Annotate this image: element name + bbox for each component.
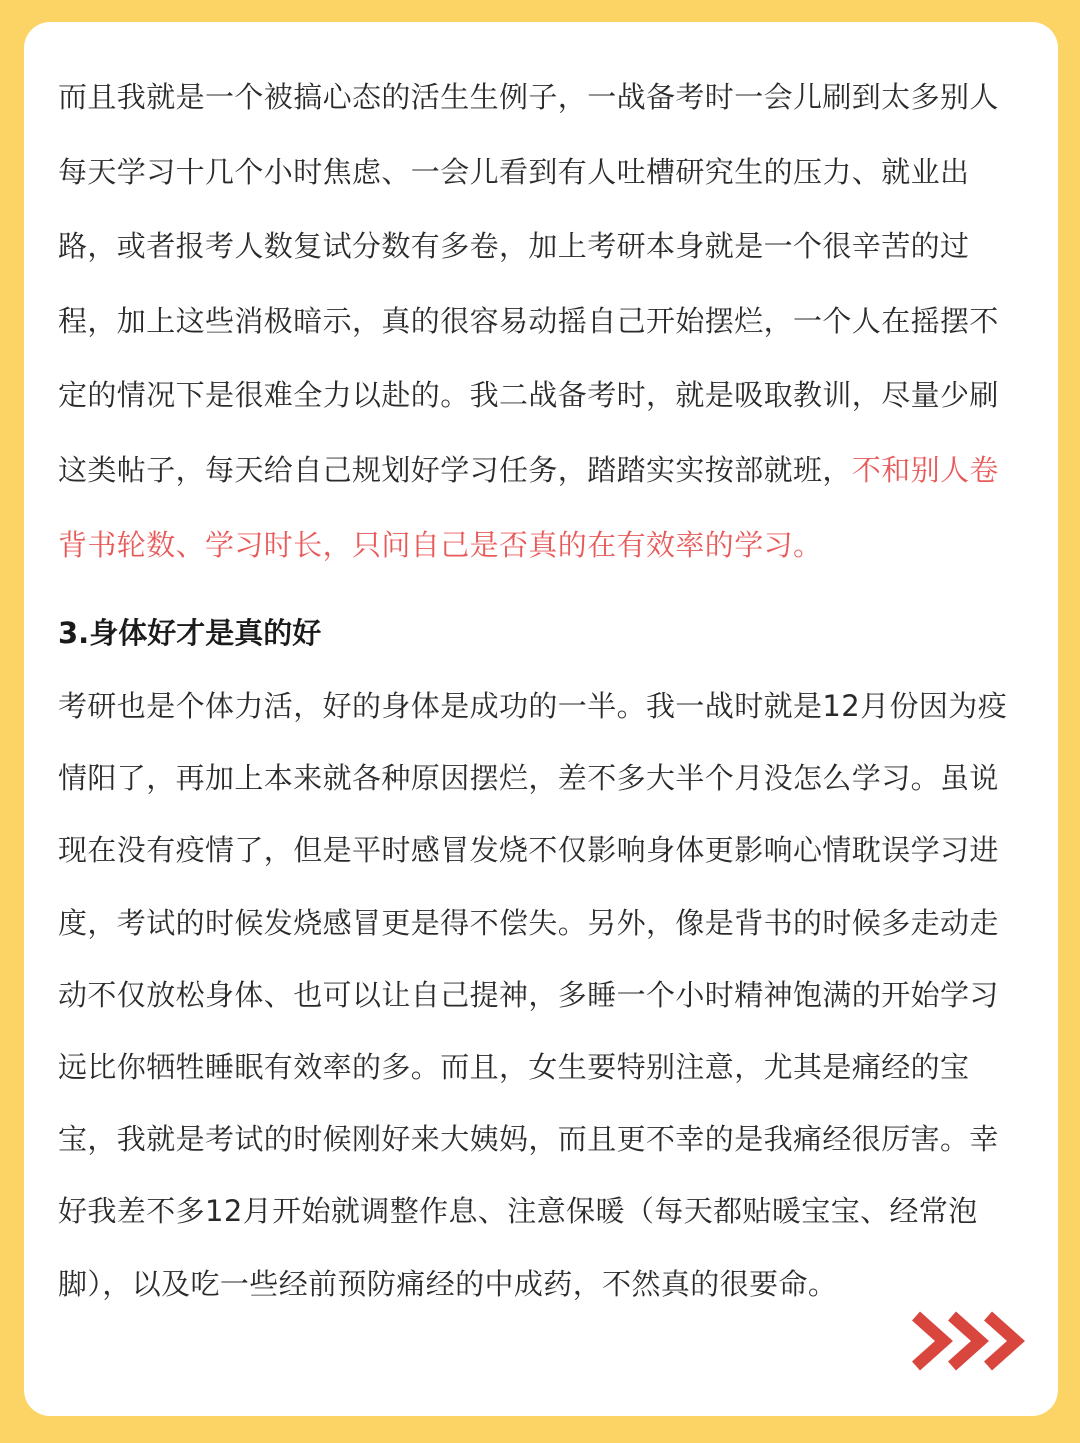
- paragraph-health: 考研也是个体力活，好的身体是成功的一半。我一战时就是12月份因为疫 情阳了，再加上本来就各种原因摆烂，差不多大半个月没怎么学习。虽说 现在没有疫情了，但是平时感冒发烧不仅影响身体更影响心情耽误学习进 度，考试的时候发烧感冒更是得不偿失。另外，像是背书的时候多走动走 动不仅放松身体、也可以让自己提神，多睡一个小时精神饱满的开始学习 远比你牺牲睡眠有效率的多。而且，女生要特别注意，尤其是痛经的宝 宝，我就是考试的时候刚好来大姨妈，而且更不幸的是我痛经很厉害。幸 好我差不多12月开始就调整作息、注意保暖（每天都贴暖宝宝、经常泡 脚），以及吃一些经前预防痛经的中成药，不然真的很要命。: [58, 689, 1008, 1301]
- paragraph-mindset: [58, 60, 1038, 582]
- chevron-right-icon: [952, 1316, 980, 1366]
- chevron-right-icon: [916, 1316, 944, 1366]
- triple-chevron-right-icon: [910, 1308, 1032, 1374]
- paragraph-mindset-text: 而且我就是一个被搞心态的活生生例子，一战备考时一会儿刷到太多别人 每天学习十几个小时焦虑、一会儿看到有人吐槽研究生的压力、就业出 路，或者报考人数复试分数有多卷，加上考研本身就是一个很辛苦的过 程，加上这些消极暗示，真的很容易动摇自己开始摆烂，一个人在摇摆不 定的情况下是很难全力以赴的。我二战备考时，就是吸取教训，尽量少刷 这类帖子，每天给自己规划好学习任务，踏踏实实按部就班，: [58, 80, 999, 487]
- section-heading: 3.身体好才是真的好: [58, 616, 322, 650]
- chevron-right-icon: [988, 1316, 1016, 1366]
- highlighted-advice: 不和别人卷 背书轮数、学习时长，只问自己是否真的在有效率的学习。: [58, 452, 999, 562]
